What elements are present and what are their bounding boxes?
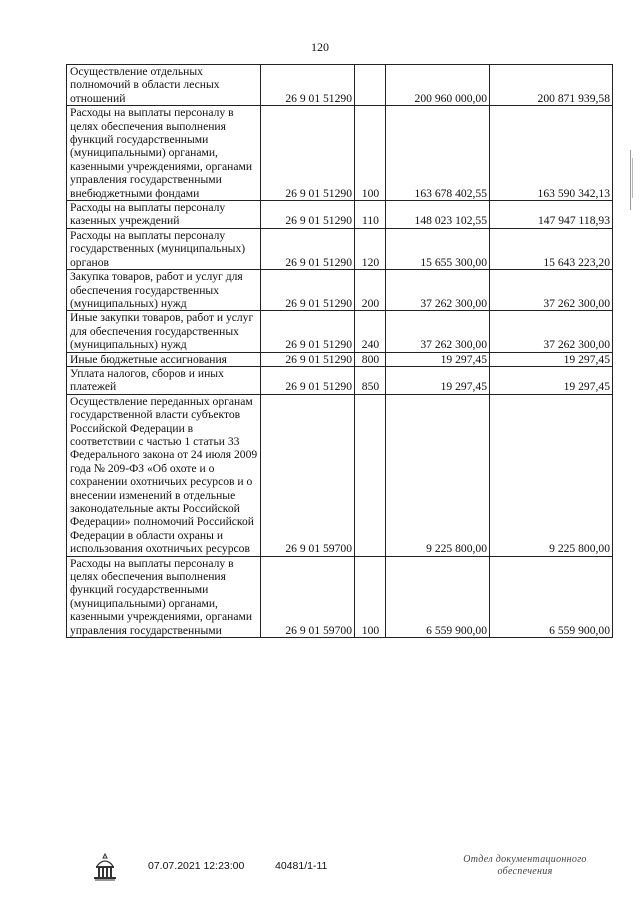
row-name-cell: Осуществление отдельных полномочий в области лесных отношений [67,65,261,106]
row-code-cell: 26 9 01 51290 [261,106,355,201]
row-expense-type-cell: 110 [355,201,386,229]
row-planned-sum-cell: 19 297,45 [386,366,490,394]
department-stamp [440,854,610,878]
budget-table [66,64,613,638]
page-number: 120 [311,40,329,54]
row-executed-sum-cell: 163 590 342,13 [490,106,613,201]
stamp-line-1: Отдел документационного [463,854,587,865]
row-code-cell: 26 9 01 51290 [261,311,355,352]
row-name-cell: Уплата налогов, сборов и иных платежей [67,366,261,394]
row-executed-sum-cell: 19 297,45 [490,366,613,394]
row-code-cell: 26 9 01 59700 [261,556,355,637]
row-expense-type-cell: 200 [355,270,386,311]
row-planned-sum-cell: 6 559 900,00 [386,556,490,637]
row-planned-sum-cell: 163 678 402,55 [386,106,490,201]
row-executed-sum-cell: 37 262 300,00 [490,311,613,352]
page-footer [0,852,640,892]
building-emblem-icon [92,852,118,882]
row-code-cell: 26 9 01 51290 [261,65,355,106]
footer-datetime: 07.07.2021 12:23:00 [148,860,245,872]
row-executed-sum-cell: 9 225 800,00 [490,394,613,556]
stamp-line-2: обеспечения [497,866,553,877]
scan-artifact [629,150,635,210]
row-executed-sum-cell: 15 643 223,20 [490,228,613,269]
row-expense-type-cell: 100 [355,106,386,201]
row-name-cell: Иные бюджетные ассигнования [67,352,261,366]
row-expense-type-cell: 100 [355,556,386,637]
row-expense-type-cell: 240 [355,311,386,352]
row-name-cell: Осуществление переданных органам государственной власти субъектов Российской Федерации в соответствии с частью 1 статьи 33 Федерального закона от 24 июля 2009 года № 209-ФЗ «Об охоте и о сохранении охотничьих ресурсов и о внесении изменений в отдельные законодательные акты Российской Федерации» полномочий Российской Федерации в области охраны и использования охотничьих ресурсов [67,394,261,556]
row-code-cell: 26 9 01 51290 [261,201,355,229]
row-code-cell: 26 9 01 51290 [261,270,355,311]
row-planned-sum-cell: 37 262 300,00 [386,311,490,352]
row-expense-type-cell [355,65,386,106]
row-name-cell: Закупка товаров, работ и услуг для обеспечения государственных (муниципальных) нужд [67,270,261,311]
row-expense-type-cell: 800 [355,352,386,366]
row-executed-sum-cell: 37 262 300,00 [490,270,613,311]
footer-doc-number: 40481/1-11 [275,860,328,872]
table-row [67,201,613,229]
row-planned-sum-cell: 15 655 300,00 [386,228,490,269]
row-code-cell: 26 9 01 51290 [261,228,355,269]
table-row [67,394,613,556]
table-row [67,270,613,311]
row-code-cell: 26 9 01 59700 [261,394,355,556]
table-row [67,106,613,201]
row-executed-sum-cell: 6 559 900,00 [490,556,613,637]
row-name-cell: Иные закупки товаров, работ и услуг для обеспечения государственных (муниципальных) нужд [67,311,261,352]
row-planned-sum-cell: 19 297,45 [386,352,490,366]
row-planned-sum-cell: 9 225 800,00 [386,394,490,556]
row-name-cell: Расходы на выплаты персоналу в целях обеспечения выполнения функций государственными (муниципальными) органами, казенными учреждениями, органами управления государственными [67,556,261,637]
row-expense-type-cell: 120 [355,228,386,269]
table-row [67,352,613,366]
row-executed-sum-cell: 147 947 118,93 [490,201,613,229]
row-name-cell: Расходы на выплаты персоналу казенных учреждений [67,201,261,229]
table-row [67,366,613,394]
table-row [67,65,613,106]
row-executed-sum-cell: 19 297,45 [490,352,613,366]
row-planned-sum-cell: 200 960 000,00 [386,65,490,106]
row-expense-type-cell [355,394,386,556]
table-row [67,556,613,637]
row-name-cell: Расходы на выплаты персоналу в целях обеспечения выполнения функций государственными (муниципальными) органами, казенными учреждениями, органами управления государственными внебюджетными фондами [67,106,261,201]
budget-table-body [67,65,613,638]
row-code-cell: 26 9 01 51290 [261,352,355,366]
row-name-cell: Расходы на выплаты персоналу государственных (муниципальных) органов [67,228,261,269]
table-row [67,228,613,269]
row-planned-sum-cell: 148 023 102,55 [386,201,490,229]
row-code-cell: 26 9 01 51290 [261,366,355,394]
row-expense-type-cell: 850 [355,366,386,394]
table-row [67,311,613,352]
row-executed-sum-cell: 200 871 939,58 [490,65,613,106]
row-planned-sum-cell: 37 262 300,00 [386,270,490,311]
